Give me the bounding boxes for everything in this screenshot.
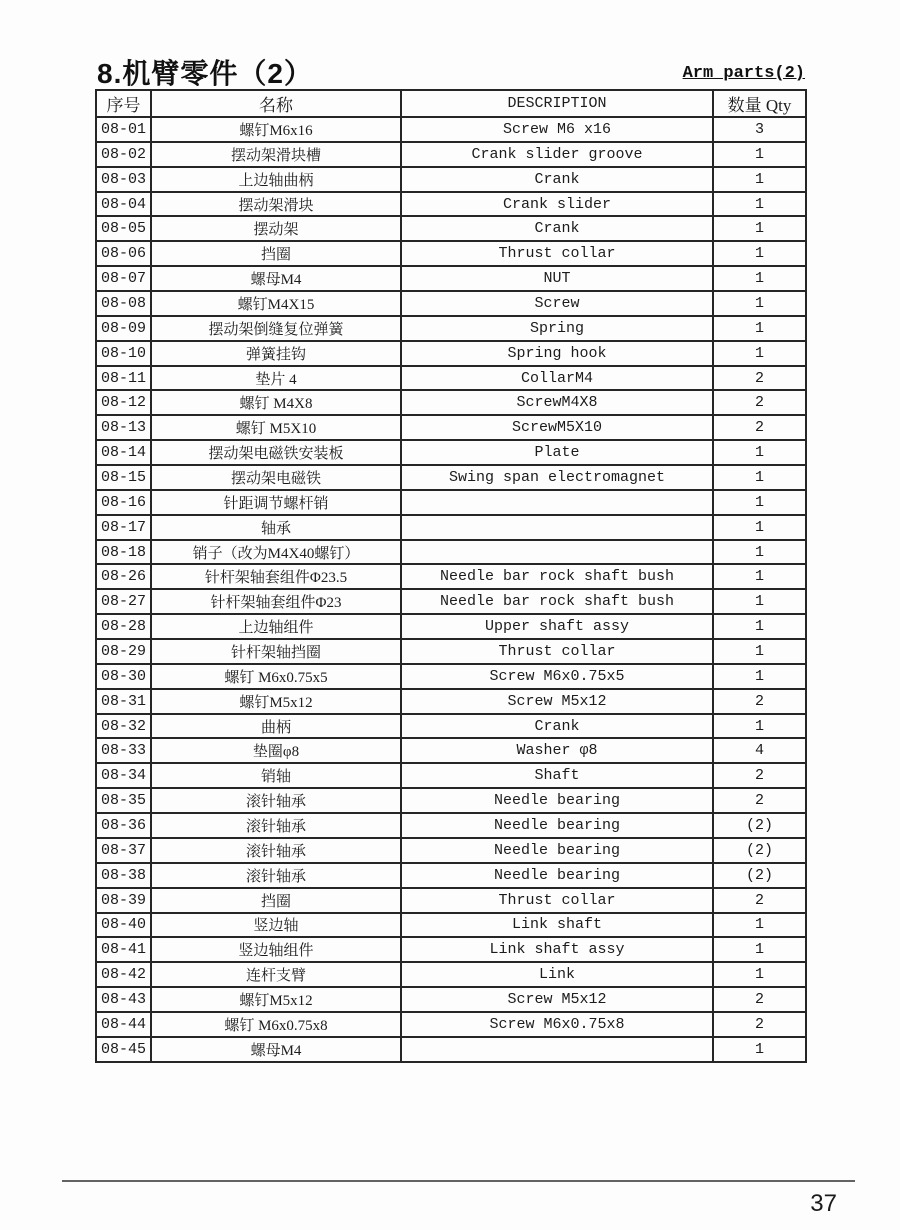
cell-quantity: 3 (713, 117, 806, 142)
cell-description: Link shaft assy (401, 937, 713, 962)
cell-quantity: 2 (713, 788, 806, 813)
cell-serial-number: 08-35 (96, 788, 151, 813)
cell-serial-number: 08-01 (96, 117, 151, 142)
cell-description: Screw M6 x16 (401, 117, 713, 142)
cell-quantity: 1 (713, 490, 806, 515)
cell-serial-number: 08-05 (96, 216, 151, 241)
cell-part-name: 螺钉 M4X8 (151, 390, 401, 415)
parts-table (95, 89, 807, 1063)
cell-serial-number: 08-38 (96, 863, 151, 888)
table-row (96, 689, 806, 714)
cell-serial-number: 08-43 (96, 987, 151, 1012)
cell-description: Needle bearing (401, 813, 713, 838)
cell-part-name: 滚针轴承 (151, 863, 401, 888)
cell-part-name: 滚针轴承 (151, 838, 401, 863)
cell-part-name: 挡圈 (151, 888, 401, 913)
cell-description: Link shaft (401, 913, 713, 938)
table-row (96, 515, 806, 540)
cell-description: Washer φ8 (401, 738, 713, 763)
cell-description: Swing span electromagnet (401, 465, 713, 490)
cell-serial-number: 08-31 (96, 689, 151, 714)
cell-description: ScrewM4X8 (401, 390, 713, 415)
page-number: 37 (810, 1190, 837, 1217)
cell-quantity: 2 (713, 1012, 806, 1037)
cell-quantity: 1 (713, 440, 806, 465)
cell-part-name: 摆动架倒缝复位弹簧 (151, 316, 401, 341)
column-header-description: DESCRIPTION (401, 90, 713, 117)
cell-description: Screw M5x12 (401, 689, 713, 714)
cell-serial-number: 08-06 (96, 241, 151, 266)
table-row (96, 987, 806, 1012)
cell-description: Crank slider groove (401, 142, 713, 167)
table-row (96, 564, 806, 589)
cell-serial-number: 08-29 (96, 639, 151, 664)
table-row (96, 863, 806, 888)
cell-quantity: 1 (713, 515, 806, 540)
cell-part-name: 螺钉M5x12 (151, 689, 401, 714)
cell-serial-number: 08-10 (96, 341, 151, 366)
cell-part-name: 销轴 (151, 763, 401, 788)
cell-part-name: 滚针轴承 (151, 788, 401, 813)
cell-part-name: 螺母M4 (151, 1037, 401, 1062)
cell-serial-number: 08-16 (96, 490, 151, 515)
cell-description: Plate (401, 440, 713, 465)
cell-part-name: 摆动架电磁铁安装板 (151, 440, 401, 465)
cell-quantity: 1 (713, 564, 806, 589)
cell-description: Screw M6x0.75x8 (401, 1012, 713, 1037)
cell-serial-number: 08-04 (96, 192, 151, 217)
table-row (96, 763, 806, 788)
cell-serial-number: 08-33 (96, 738, 151, 763)
table-row (96, 291, 806, 316)
cell-serial-number: 08-17 (96, 515, 151, 540)
cell-part-name: 螺钉 M5X10 (151, 415, 401, 440)
cell-part-name: 销子（改为M4X40螺钉） (151, 540, 401, 565)
cell-quantity: 2 (713, 689, 806, 714)
cell-part-name: 弹簧挂钩 (151, 341, 401, 366)
cell-part-name: 螺钉 M6x0.75x8 (151, 1012, 401, 1037)
cell-serial-number: 08-39 (96, 888, 151, 913)
cell-serial-number: 08-18 (96, 540, 151, 565)
cell-part-name: 摆动架滑块槽 (151, 142, 401, 167)
cell-description (401, 1037, 713, 1062)
cell-serial-number: 08-30 (96, 664, 151, 689)
cell-quantity: 1 (713, 714, 806, 739)
table-row (96, 192, 806, 217)
table-row (96, 614, 806, 639)
cell-description: Screw (401, 291, 713, 316)
cell-quantity: 1 (713, 291, 806, 316)
table-row (96, 415, 806, 440)
cell-quantity: 1 (713, 216, 806, 241)
cell-quantity: 1 (713, 1037, 806, 1062)
cell-serial-number: 08-42 (96, 962, 151, 987)
cell-serial-number: 08-27 (96, 589, 151, 614)
cell-serial-number: 08-11 (96, 366, 151, 391)
cell-serial-number: 08-32 (96, 714, 151, 739)
cell-part-name: 连杆支臂 (151, 962, 401, 987)
table-row (96, 1012, 806, 1037)
table-row (96, 838, 806, 863)
cell-description: Screw M6x0.75x5 (401, 664, 713, 689)
cell-description: Crank (401, 714, 713, 739)
cell-description: Crank (401, 167, 713, 192)
cell-serial-number: 08-08 (96, 291, 151, 316)
cell-quantity: 1 (713, 465, 806, 490)
cell-part-name: 上边轴曲柄 (151, 167, 401, 192)
table-row (96, 540, 806, 565)
cell-quantity: 2 (713, 390, 806, 415)
table-row (96, 714, 806, 739)
cell-quantity: 1 (713, 192, 806, 217)
cell-quantity: 2 (713, 987, 806, 1012)
cell-part-name: 竖边轴 (151, 913, 401, 938)
cell-description: Needle bar rock shaft bush (401, 589, 713, 614)
footer-divider (62, 1180, 855, 1182)
table-row (96, 465, 806, 490)
table-row (96, 1037, 806, 1062)
table-row (96, 490, 806, 515)
cell-quantity: 1 (713, 913, 806, 938)
cell-part-name: 针杆架轴套组件Φ23.5 (151, 564, 401, 589)
cell-part-name: 摆动架 (151, 216, 401, 241)
cell-part-name: 针杆架轴套组件Φ23 (151, 589, 401, 614)
cell-part-name: 竖边轴组件 (151, 937, 401, 962)
cell-description: Thrust collar (401, 888, 713, 913)
cell-serial-number: 08-28 (96, 614, 151, 639)
cell-quantity: 4 (713, 738, 806, 763)
cell-serial-number: 08-07 (96, 266, 151, 291)
cell-part-name: 曲柄 (151, 714, 401, 739)
table-row (96, 216, 806, 241)
table-row (96, 788, 806, 813)
cell-description (401, 515, 713, 540)
cell-serial-number: 08-12 (96, 390, 151, 415)
cell-serial-number: 08-41 (96, 937, 151, 962)
cell-quantity: 1 (713, 589, 806, 614)
table-row (96, 813, 806, 838)
cell-serial-number: 08-44 (96, 1012, 151, 1037)
cell-serial-number: 08-15 (96, 465, 151, 490)
cell-part-name: 螺钉M4X15 (151, 291, 401, 316)
cell-description: Spring hook (401, 341, 713, 366)
cell-quantity: 2 (713, 763, 806, 788)
cell-serial-number: 08-13 (96, 415, 151, 440)
table-row (96, 167, 806, 192)
cell-quantity: 1 (713, 316, 806, 341)
cell-description: CollarM4 (401, 366, 713, 391)
cell-part-name: 摆动架滑块 (151, 192, 401, 217)
table-row (96, 440, 806, 465)
table-row (96, 738, 806, 763)
cell-quantity: 1 (713, 639, 806, 664)
cell-part-name: 针距调节螺杆销 (151, 490, 401, 515)
cell-quantity: 1 (713, 142, 806, 167)
cell-serial-number: 08-09 (96, 316, 151, 341)
cell-serial-number: 08-14 (96, 440, 151, 465)
cell-description: Needle bearing (401, 838, 713, 863)
column-header-qty: 数量 Qty (713, 90, 806, 117)
cell-part-name: 上边轴组件 (151, 614, 401, 639)
cell-part-name: 螺母M4 (151, 266, 401, 291)
cell-serial-number: 08-45 (96, 1037, 151, 1062)
cell-quantity: 1 (713, 664, 806, 689)
cell-quantity: 1 (713, 341, 806, 366)
cell-serial-number: 08-03 (96, 167, 151, 192)
cell-serial-number: 08-40 (96, 913, 151, 938)
table-row (96, 390, 806, 415)
cell-description: Upper shaft assy (401, 614, 713, 639)
table-row (96, 962, 806, 987)
cell-part-name: 针杆架轴挡圈 (151, 639, 401, 664)
cell-description: Thrust collar (401, 241, 713, 266)
cell-description: ScrewM5X10 (401, 415, 713, 440)
cell-description: Thrust collar (401, 639, 713, 664)
page-title-english: Arm parts(2) (682, 64, 805, 83)
cell-part-name: 挡圈 (151, 241, 401, 266)
cell-part-name: 摆动架电磁铁 (151, 465, 401, 490)
cell-description: Needle bearing (401, 863, 713, 888)
cell-part-name: 螺钉 M6x0.75x5 (151, 664, 401, 689)
cell-quantity: 1 (713, 167, 806, 192)
cell-quantity: 2 (713, 366, 806, 391)
cell-quantity: 1 (713, 266, 806, 291)
cell-description: Spring (401, 316, 713, 341)
cell-description: Link (401, 962, 713, 987)
cell-description (401, 540, 713, 565)
column-header-serial: 序号 (96, 90, 151, 117)
table-row (96, 639, 806, 664)
cell-quantity: 1 (713, 614, 806, 639)
cell-description: Needle bearing (401, 788, 713, 813)
table-row (96, 316, 806, 341)
cell-quantity: (2) (713, 838, 806, 863)
cell-description: NUT (401, 266, 713, 291)
cell-part-name: 螺钉M5x12 (151, 987, 401, 1012)
cell-description: Needle bar rock shaft bush (401, 564, 713, 589)
table-row (96, 341, 806, 366)
cell-serial-number: 08-02 (96, 142, 151, 167)
table-row (96, 888, 806, 913)
table-row (96, 913, 806, 938)
page-title: 8.机臂零件（2） (97, 58, 313, 89)
table-row (96, 664, 806, 689)
cell-description (401, 490, 713, 515)
column-header-name: 名称 (151, 90, 401, 117)
table-row (96, 142, 806, 167)
table-row (96, 589, 806, 614)
cell-quantity: 2 (713, 415, 806, 440)
cell-quantity: (2) (713, 863, 806, 888)
cell-serial-number: 08-36 (96, 813, 151, 838)
cell-quantity: 1 (713, 540, 806, 565)
cell-quantity: (2) (713, 813, 806, 838)
cell-part-name: 垫片 4 (151, 366, 401, 391)
table-row (96, 366, 806, 391)
cell-part-name: 螺钉M6x16 (151, 117, 401, 142)
cell-part-name: 轴承 (151, 515, 401, 540)
table-row (96, 241, 806, 266)
cell-quantity: 1 (713, 937, 806, 962)
table-row (96, 266, 806, 291)
table-header-row (96, 90, 806, 117)
table-row (96, 117, 806, 142)
cell-serial-number: 08-34 (96, 763, 151, 788)
cell-description: Crank slider (401, 192, 713, 217)
cell-description: Shaft (401, 763, 713, 788)
cell-part-name: 垫圈φ8 (151, 738, 401, 763)
cell-description: Crank (401, 216, 713, 241)
table-row (96, 937, 806, 962)
cell-description: Screw M5x12 (401, 987, 713, 1012)
cell-quantity: 1 (713, 962, 806, 987)
cell-quantity: 2 (713, 888, 806, 913)
cell-part-name: 滚针轴承 (151, 813, 401, 838)
cell-serial-number: 08-37 (96, 838, 151, 863)
cell-quantity: 1 (713, 241, 806, 266)
cell-serial-number: 08-26 (96, 564, 151, 589)
